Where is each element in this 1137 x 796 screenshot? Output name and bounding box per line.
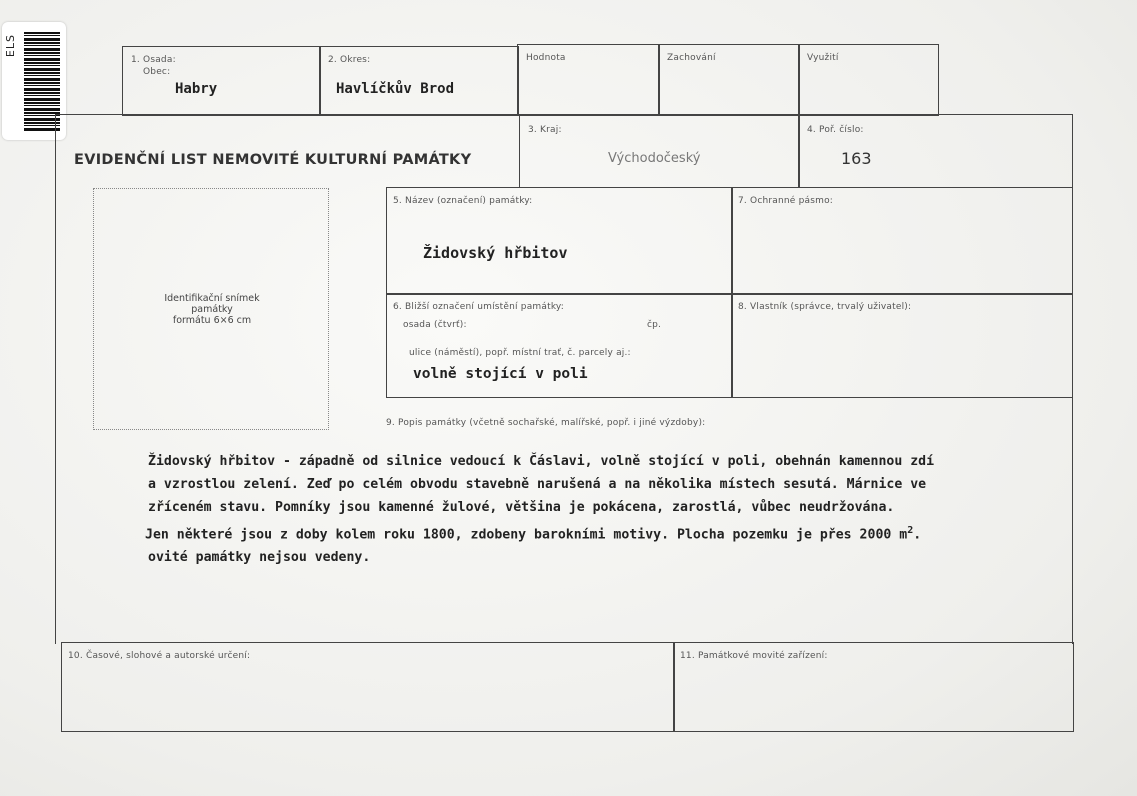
vyuziti-cell [798,44,939,116]
form-title: EVIDENČNÍ LIST NEMOVITÉ KULTURNÍ PAMÁTKY [74,152,472,168]
kraj-value: Východočeský [608,151,701,166]
okres-label: 2. Okres: [328,55,371,65]
vyuziti-label: Využití [807,53,839,63]
ochranne-pasmo-label: 7. Ochranné pásmo: [738,196,834,206]
vlastnik-label: 8. Vlastník (správce, trvalý uživatel): [738,302,912,312]
popis-line-4: Jen některé jsou z doby kolem roku 1800, zdobeny barokními motivy. Plocha pozemku je přes 2000 m [145,527,908,543]
umisteni-value: volně stojící v poli [413,366,588,382]
nazev-value: Židovský hřbitov [423,244,568,262]
hodnota-cell [517,44,660,116]
cp-label: čp. [647,320,662,330]
vlastnik-cell [731,293,1073,398]
por-cislo-cell [798,114,1073,188]
popis-line-5: ovité památky nejsou vedeny. [148,550,371,566]
osada-value: Habry [175,81,218,97]
popis-line-3: zříceném stavu. Pomníky jsou kamenné žulové, většina je pokácena, zarostlá, vůbec neudržována. [148,500,895,515]
popis-line-2: a vzrostlou zelení. Zeď po celém obvodu stavebně narušená a na několika místech sesutá. Márnice ve [148,477,927,492]
popis-line-4-end: . [913,527,922,543]
casove-urceni-cell [61,642,675,732]
okres-cell [319,46,519,116]
por-cislo-value: 163 [841,149,872,168]
barcode-text: ELS [4,34,17,58]
popis-label: 9. Popis památky (včetně sochařské, malířské, popř. i jiné výzdoby): [386,418,706,428]
photo-caption-line3: formátu 6×6 cm [172,315,252,326]
popis-line-4-row [145,519,1028,546]
popis-text [145,450,1028,569]
photo-caption-line2: památky [191,304,233,315]
nazev-cell [386,187,733,295]
photo-caption [94,293,330,326]
osada-cell [122,46,321,116]
osada-label: 1. Osada: [131,55,176,65]
popis-superscript: 2 [907,525,914,536]
ochranne-pasmo-cell [731,187,1073,295]
ulice-label: ulice (náměstí), popř. místní trať, č. parcely aj.: [409,348,631,358]
movite-zarizeni-cell [673,642,1074,732]
osada-ctvrt-label: osada (čtvrť): [403,320,467,330]
photo-placeholder [93,188,329,430]
zachovani-cell [658,44,800,116]
popis-line-1: Židovský hřbitov - západně od silnice vedoucí k Čáslavi, volně stojící v poli, obehnán kamennou zdí [148,454,935,469]
kraj-cell [519,114,800,188]
okres-value: Havlíčkův Brod [336,81,455,97]
photo-caption-line1: Identifikační snímek [164,293,260,304]
umisteni-cell [386,293,733,398]
hodnota-label: Hodnota [526,53,566,63]
kraj-label: 3. Kraj: [528,125,562,135]
casove-urceni-label: 10. Časové, slohové a autorské určení: [68,651,251,661]
movite-zarizeni-label: 11. Památkové movité zařízení: [680,651,828,661]
umisteni-label: 6. Bližší označení umístění památky: [393,302,565,312]
zachovani-label: Zachování [667,53,716,63]
por-cislo-label: 4. Poř. číslo: [807,125,864,135]
obec-label: Obec: [143,67,171,77]
nazev-label: 5. Název (označení) památky: [393,196,533,206]
